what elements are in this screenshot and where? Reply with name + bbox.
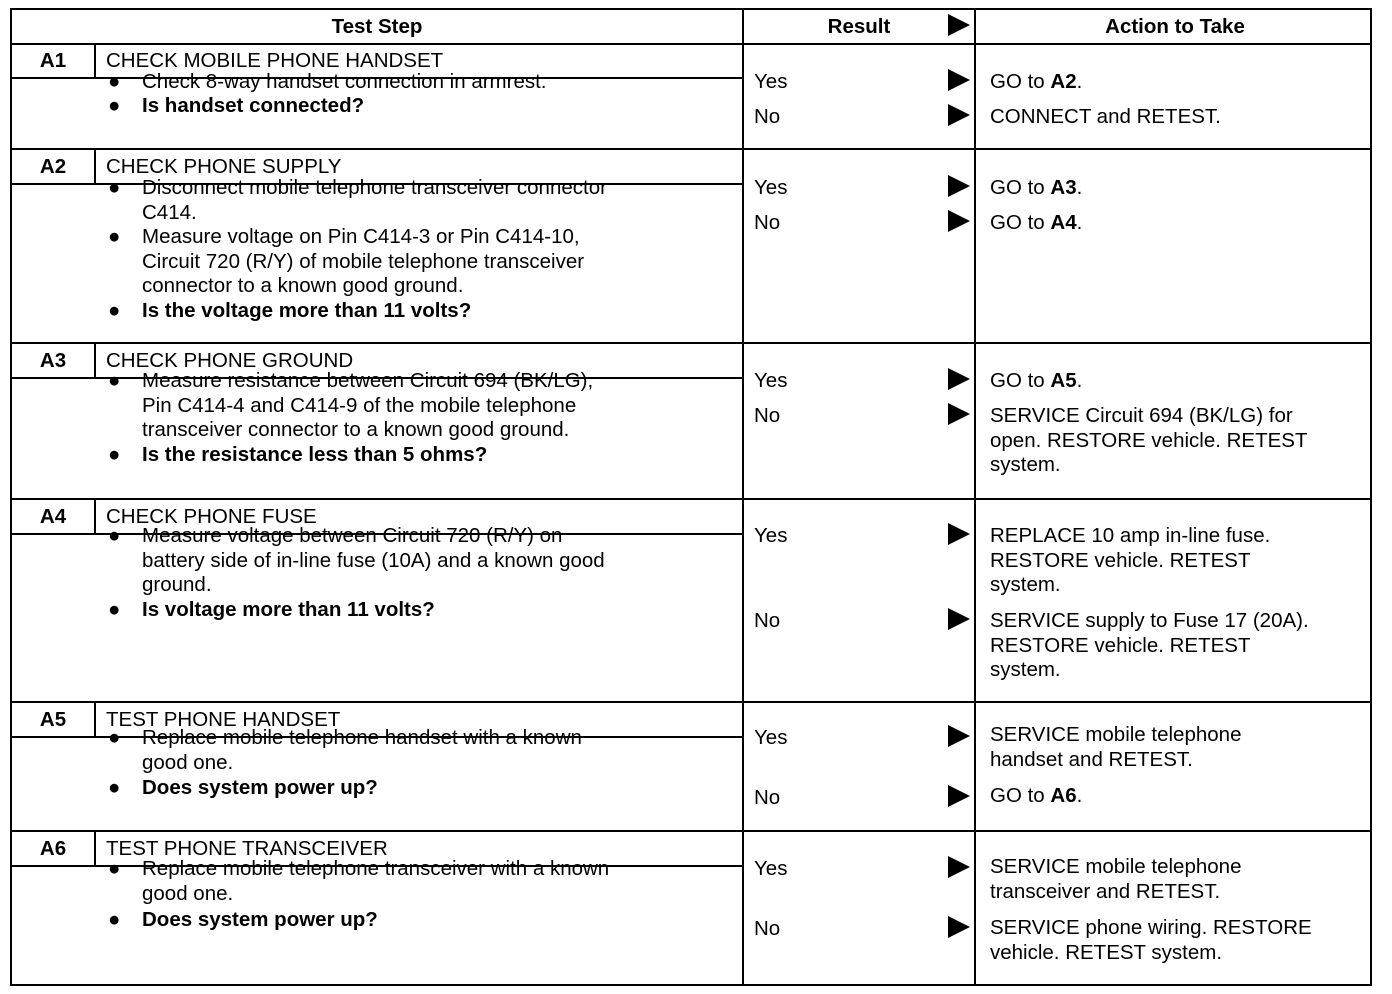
result-yes: Yes <box>754 369 788 392</box>
bullet-text: Does system power up? <box>142 908 378 931</box>
step-id: A1 <box>39 49 67 72</box>
result-no: No <box>754 404 781 427</box>
step-question <box>108 443 708 468</box>
bullet-text: Measure voltage on Pin C414-3 or Pin C414-10, Circuit 720 (R/Y) of mobile telephone transceiver connector to a known good ground. <box>142 225 585 297</box>
bullet-icon: ● <box>108 70 121 93</box>
step-title: TEST PHONE HANDSET <box>106 708 341 731</box>
step-instruction <box>108 726 708 775</box>
step-instruction <box>108 857 708 906</box>
action-step-ref: A2 <box>1050 70 1077 93</box>
result-arrow-icon <box>948 725 970 747</box>
action-text: GO to A3. <box>990 176 1083 199</box>
action-text: SERVICE Circuit 694 (BK/LG) for open. RESTORE vehicle. RETEST system. <box>990 404 1308 476</box>
step-title: CHECK PHONE GROUND <box>106 349 354 372</box>
result-arrow-icon <box>948 175 970 197</box>
header-test-step: Test Step <box>331 15 423 38</box>
header-arrow-icon <box>948 14 970 36</box>
header-action: Action to Take <box>1105 15 1245 38</box>
step-id: A2 <box>39 155 67 178</box>
bullet-icon: ● <box>108 369 121 392</box>
result-arrow-icon <box>948 104 970 126</box>
result-yes: Yes <box>754 726 788 749</box>
bullet-icon: ● <box>108 726 121 749</box>
bullet-icon: ● <box>108 299 121 322</box>
bullet-text: Disconnect mobile telephone transceiver connector C414. <box>142 176 607 224</box>
result-no: No <box>754 609 781 632</box>
bullet-icon: ● <box>108 908 121 931</box>
action-text: GO to A4. <box>990 211 1083 234</box>
action-text: SERVICE phone wiring. RESTORE vehicle. RETEST system. <box>990 916 1312 964</box>
bullet-text: Is the resistance less than 5 ohms? <box>142 443 488 466</box>
result-arrow-icon <box>948 403 970 425</box>
step-instruction <box>108 524 708 598</box>
action-text: REPLACE 10 amp in-line fuse. RESTORE vehicle. RETEST system. <box>990 524 1271 596</box>
bullet-text: Does system power up? <box>142 776 378 799</box>
step-id-divider <box>94 500 96 534</box>
action-step-ref: A4 <box>1050 211 1077 234</box>
result-no: No <box>754 917 781 940</box>
bullet-text: Replace mobile telephone handset with a known good one. <box>142 726 582 774</box>
step-id: A3 <box>39 349 67 372</box>
step-question <box>108 598 708 623</box>
step-title: CHECK PHONE SUPPLY <box>106 155 342 178</box>
result-arrow-icon <box>948 608 970 630</box>
result-no: No <box>754 211 781 234</box>
bullet-icon: ● <box>108 443 121 466</box>
step-instruction <box>108 70 708 95</box>
step-id-divider <box>94 832 96 866</box>
step-id: A4 <box>39 505 67 528</box>
step-id-divider <box>94 703 96 737</box>
step-instruction <box>108 176 708 225</box>
bullet-text: Is the voltage more than 11 volts? <box>142 299 472 322</box>
step-title: CHECK MOBILE PHONE HANDSET <box>106 49 444 72</box>
step-title: CHECK PHONE FUSE <box>106 505 317 528</box>
bullet-text: Check 8-way handset connection in armrest. <box>142 70 547 93</box>
result-yes: Yes <box>754 857 788 880</box>
step-question <box>108 776 708 801</box>
step-id: A6 <box>39 837 67 860</box>
action-text: SERVICE supply to Fuse 17 (20A). RESTORE vehicle. RETEST system. <box>990 609 1309 681</box>
bullet-text: Replace mobile telephone transceiver with a known good one. <box>142 857 610 905</box>
step-title: TEST PHONE TRANSCEIVER <box>106 837 388 860</box>
step-question <box>108 299 708 324</box>
result-arrow-icon <box>948 856 970 878</box>
step-instruction <box>108 225 708 299</box>
step-instruction <box>108 369 708 443</box>
action-step-ref: A3 <box>1050 176 1077 199</box>
header-result: Result <box>827 15 891 38</box>
bullet-icon: ● <box>108 94 121 117</box>
bullet-icon: ● <box>108 524 121 547</box>
action-text: GO to A2. <box>990 70 1083 93</box>
result-arrow-icon <box>948 785 970 807</box>
result-arrow-icon <box>948 916 970 938</box>
result-no: No <box>754 786 781 809</box>
step-question <box>108 94 708 119</box>
result-arrow-icon <box>948 368 970 390</box>
bullet-icon: ● <box>108 598 121 621</box>
result-arrow-icon <box>948 69 970 91</box>
diagnostic-table <box>10 8 1372 986</box>
step-id-divider <box>94 44 96 78</box>
step-id-divider <box>94 150 96 184</box>
bullet-icon: ● <box>108 857 121 880</box>
bullet-icon: ● <box>108 225 121 248</box>
bullet-text: Measure voltage between Circuit 720 (R/Y) on battery side of in-line fuse (10A) and a known good ground. <box>142 524 605 596</box>
bullet-text: Measure resistance between Circuit 694 (BK/LG), Pin C414-4 and C414-9 of the mobile telephone transceiver connector to a known good ground. <box>142 369 594 441</box>
action-text: SERVICE mobile telephone transceiver and RETEST. <box>990 855 1242 903</box>
bullet-icon: ● <box>108 776 121 799</box>
bullet-text: Is voltage more than 11 volts? <box>142 598 435 621</box>
result-yes: Yes <box>754 176 788 199</box>
step-id-divider <box>94 344 96 378</box>
step-question <box>108 908 708 933</box>
bullet-icon: ● <box>108 176 121 199</box>
action-step-ref: A6 <box>1050 784 1077 807</box>
action-text: GO to A6. <box>990 784 1083 807</box>
result-yes: Yes <box>754 524 788 547</box>
result-yes: Yes <box>754 70 788 93</box>
result-arrow-icon <box>948 523 970 545</box>
step-id: A5 <box>39 708 67 731</box>
result-arrow-icon <box>948 210 970 232</box>
result-no: No <box>754 105 781 128</box>
bullet-text: Is handset connected? <box>142 94 365 117</box>
action-text: SERVICE mobile telephone handset and RETEST. <box>990 723 1242 771</box>
action-text: CONNECT and RETEST. <box>990 105 1221 128</box>
action-text: GO to A5. <box>990 369 1083 392</box>
action-step-ref: A5 <box>1050 369 1077 392</box>
